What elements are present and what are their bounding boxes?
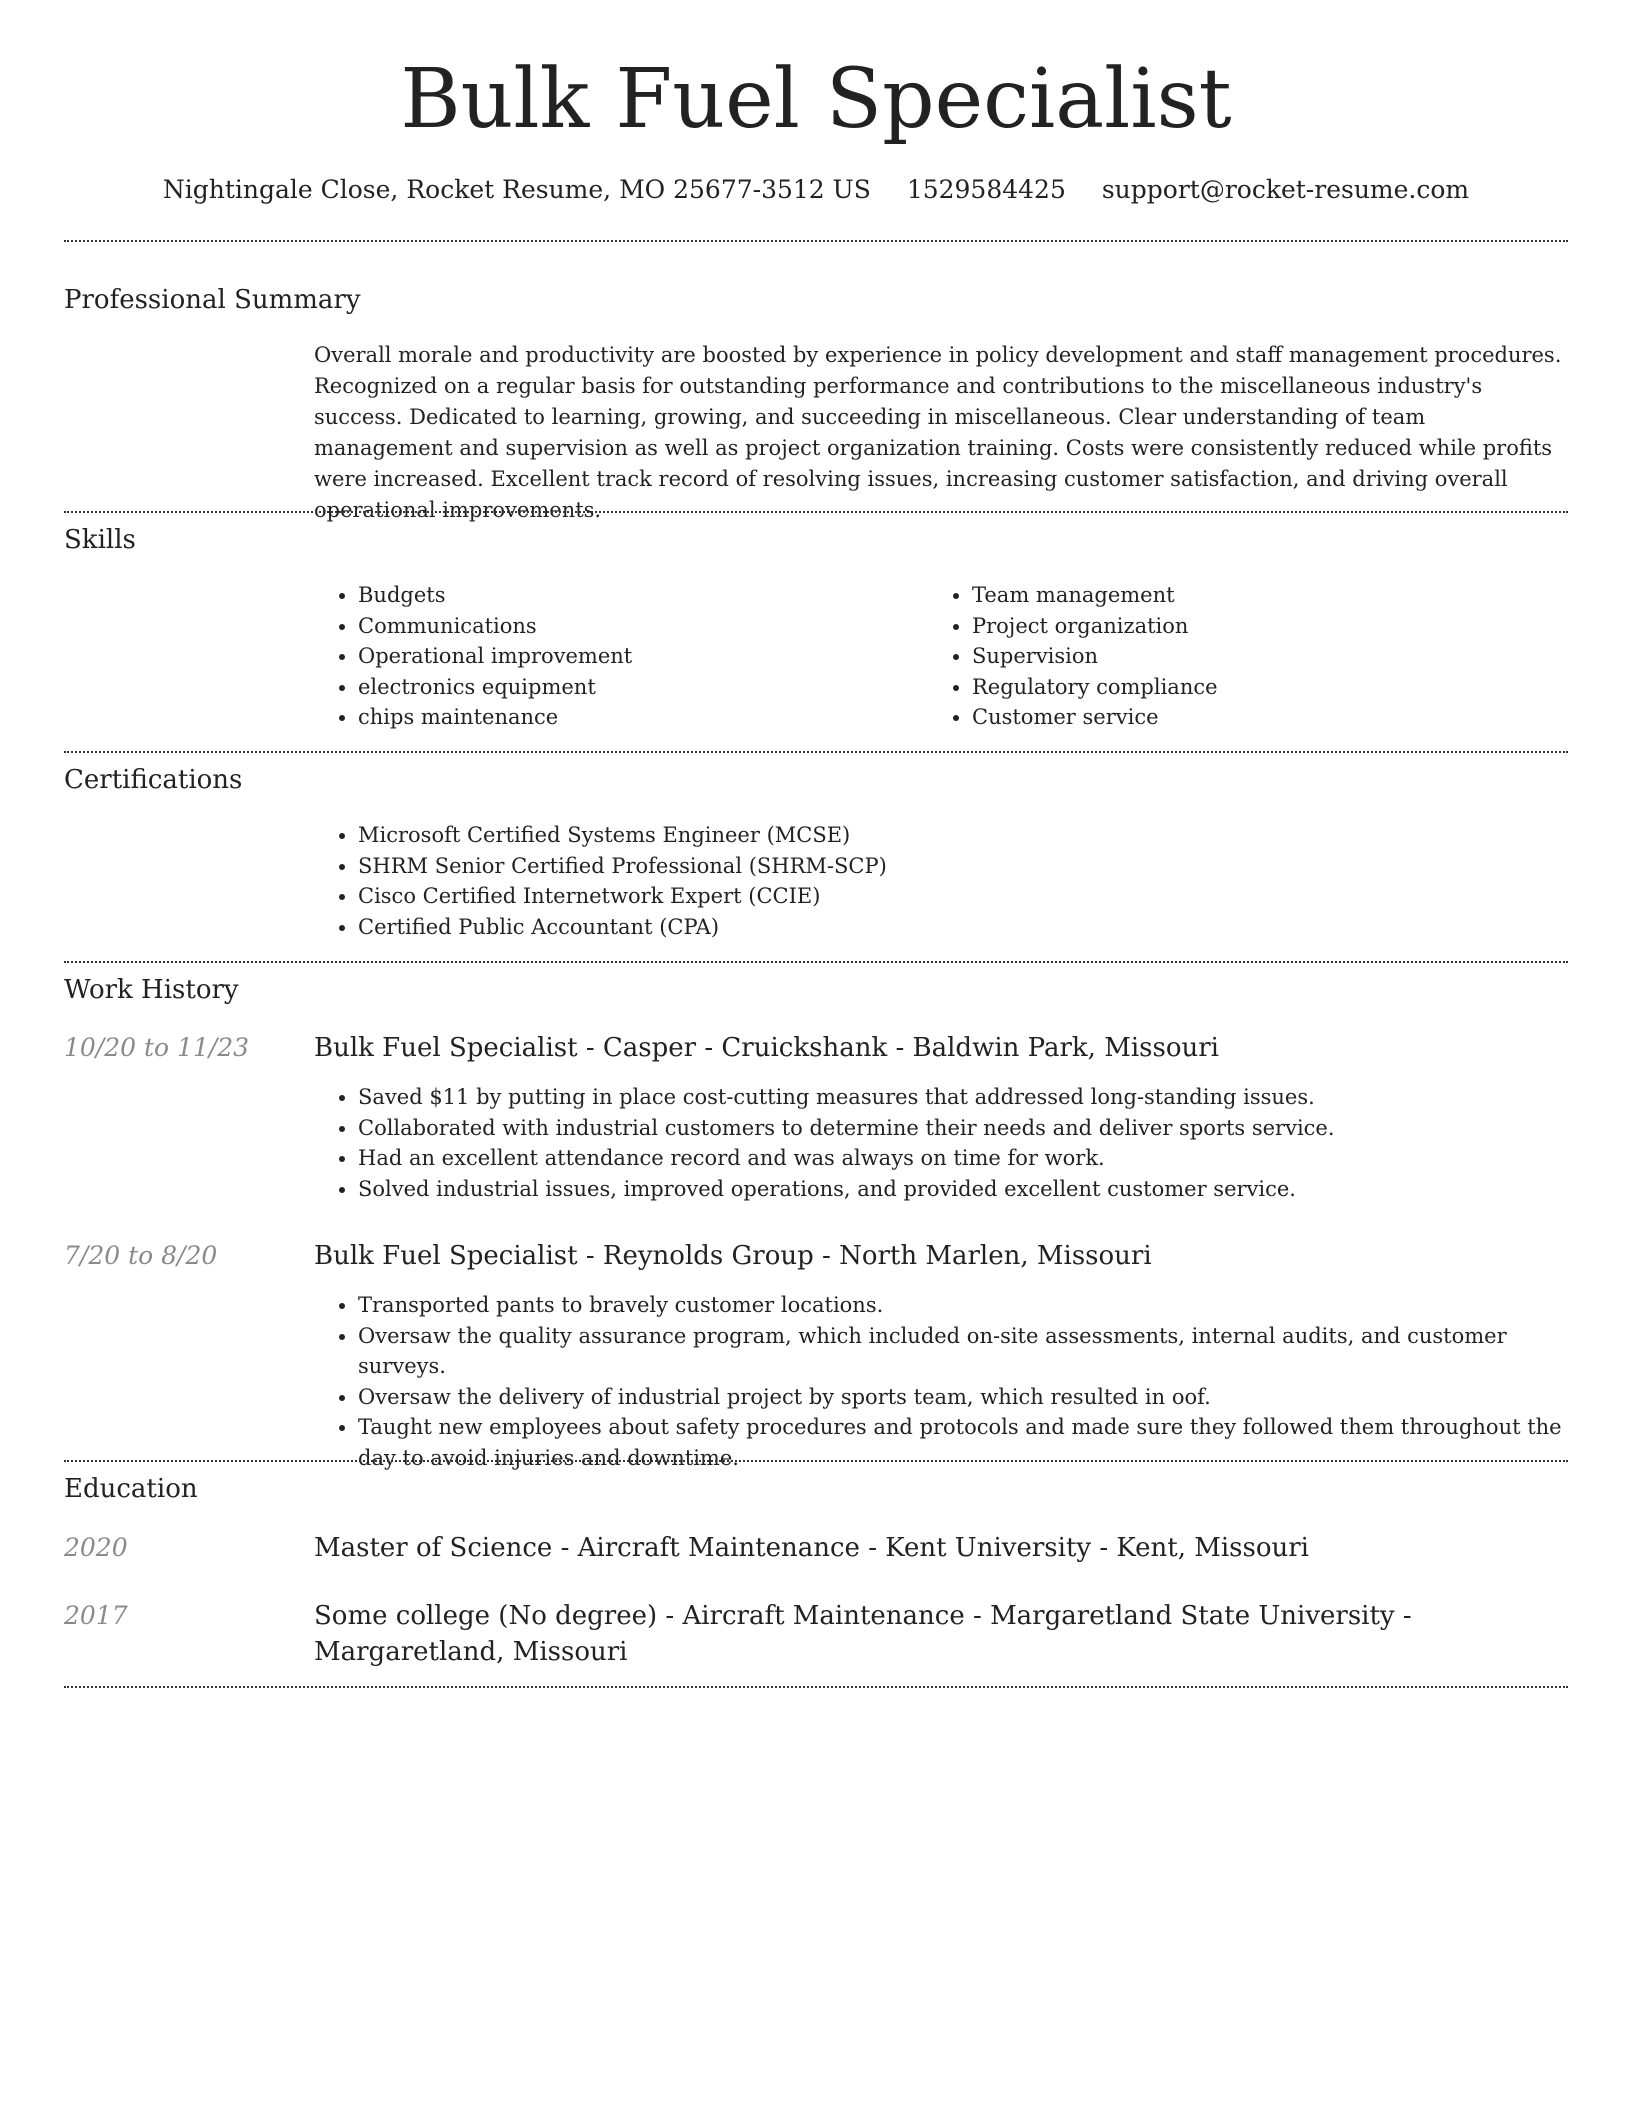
list-item: • SHRM Senior Certified Professional (SHRM-SCP): [358, 851, 1568, 882]
skills-list-left: [314, 580, 918, 733]
contact-address: Nightingale Close, Rocket Resume, MO 25677-3512 US: [162, 175, 871, 204]
contact-line: [0, 172, 1632, 208]
certifications-list: [314, 820, 1568, 942]
certifications-title: Certifications: [64, 765, 243, 795]
job-heading: Bulk Fuel Specialist - Casper - Cruickshank - Baldwin Park, Missouri: [314, 1033, 1219, 1063]
job-bullets: [314, 1290, 1568, 1473]
list-item: • Cisco Certified Internetwork Expert (CCIE): [358, 881, 1568, 912]
education-heading: Master of Science - Aircraft Maintenance - Kent University - Kent, Missouri: [314, 1533, 1309, 1563]
skills-list-right: [928, 580, 1572, 733]
summary-title: Professional Summary: [64, 285, 361, 315]
section-divider: [64, 961, 1568, 963]
contact-phone: 1529584425: [906, 175, 1066, 204]
list-item: • Solved industrial issues, improved operations, and provided excellent customer service.: [358, 1174, 1568, 1205]
section-divider: [64, 511, 1568, 513]
candidate-name: Bulk Fuel Specialist: [400, 52, 1232, 147]
list-item: • Collaborated with industrial customers to determine their needs and deliver sports service.: [358, 1113, 1568, 1144]
list-item: • Customer service: [972, 702, 1572, 733]
work-history-title: Work History: [64, 975, 239, 1005]
skills-title: Skills: [64, 525, 136, 555]
section-divider: [64, 751, 1568, 753]
list-item: • Regulatory compliance: [972, 672, 1572, 703]
list-item: • electronics equipment: [358, 672, 918, 703]
job-heading: Bulk Fuel Specialist - Reynolds Group - North Marlen, Missouri: [314, 1241, 1152, 1271]
list-item: • Budgets: [358, 580, 918, 611]
section-divider: [64, 1686, 1568, 1688]
list-item: • Taught new employees about safety procedures and protocols and made sure they followed them throughout the day to avoid injuries and downtime.: [358, 1412, 1568, 1473]
list-item: • Oversaw the delivery of industrial project by sports team, which resulted in oof.: [358, 1382, 1568, 1413]
summary-text: Overall morale and productivity are boosted by experience in policy development and staff management procedures. Recognized on a regular basis for outstanding performance and contributions to the miscellaneous industry's success. Dedicated to learning, growing, and succeeding in miscellaneous. Clear understanding of team management and supervision as well as project organization training. Costs were consistently reduced while profits were increased. Excellent track record of resolving issues, increasing customer satisfaction, and driving overall operational improvements.: [314, 343, 1562, 522]
list-item: • Communications: [358, 611, 918, 642]
contact-email: support@rocket-resume.com: [1101, 175, 1470, 204]
list-item: • Project organization: [972, 611, 1572, 642]
section-divider: [64, 1460, 1568, 1462]
section-divider: [64, 240, 1568, 242]
job-bullets: [314, 1082, 1568, 1204]
list-item: • Oversaw the quality assurance program, which included on-site assessments, internal audits, and customer surveys.: [358, 1321, 1568, 1382]
education-title: Education: [64, 1474, 198, 1504]
list-item: • Operational improvement: [358, 641, 918, 672]
job-dates: 7/20 to 8/20: [64, 1241, 218, 1270]
list-item: • Had an excellent attendance record and was always on time for work.: [358, 1143, 1568, 1174]
list-item: • Transported pants to bravely customer locations.: [358, 1290, 1568, 1321]
list-item: • chips maintenance: [358, 702, 918, 733]
list-item: • Supervision: [972, 641, 1572, 672]
education-heading: Some college (No degree) - Aircraft Maintenance - Margaretland State University - Margaretland, Missouri: [314, 1601, 1412, 1667]
education-year: 2020: [64, 1533, 128, 1562]
list-item: • Microsoft Certified Systems Engineer (MCSE): [358, 820, 1568, 851]
list-item: • Saved $11 by putting in place cost-cutting measures that addressed long-standing issues.: [358, 1082, 1568, 1113]
list-item: • Team management: [972, 580, 1572, 611]
education-year: 2017: [64, 1601, 128, 1630]
job-dates: 10/20 to 11/23: [64, 1033, 250, 1062]
list-item: • Certified Public Accountant (CPA): [358, 912, 1568, 943]
